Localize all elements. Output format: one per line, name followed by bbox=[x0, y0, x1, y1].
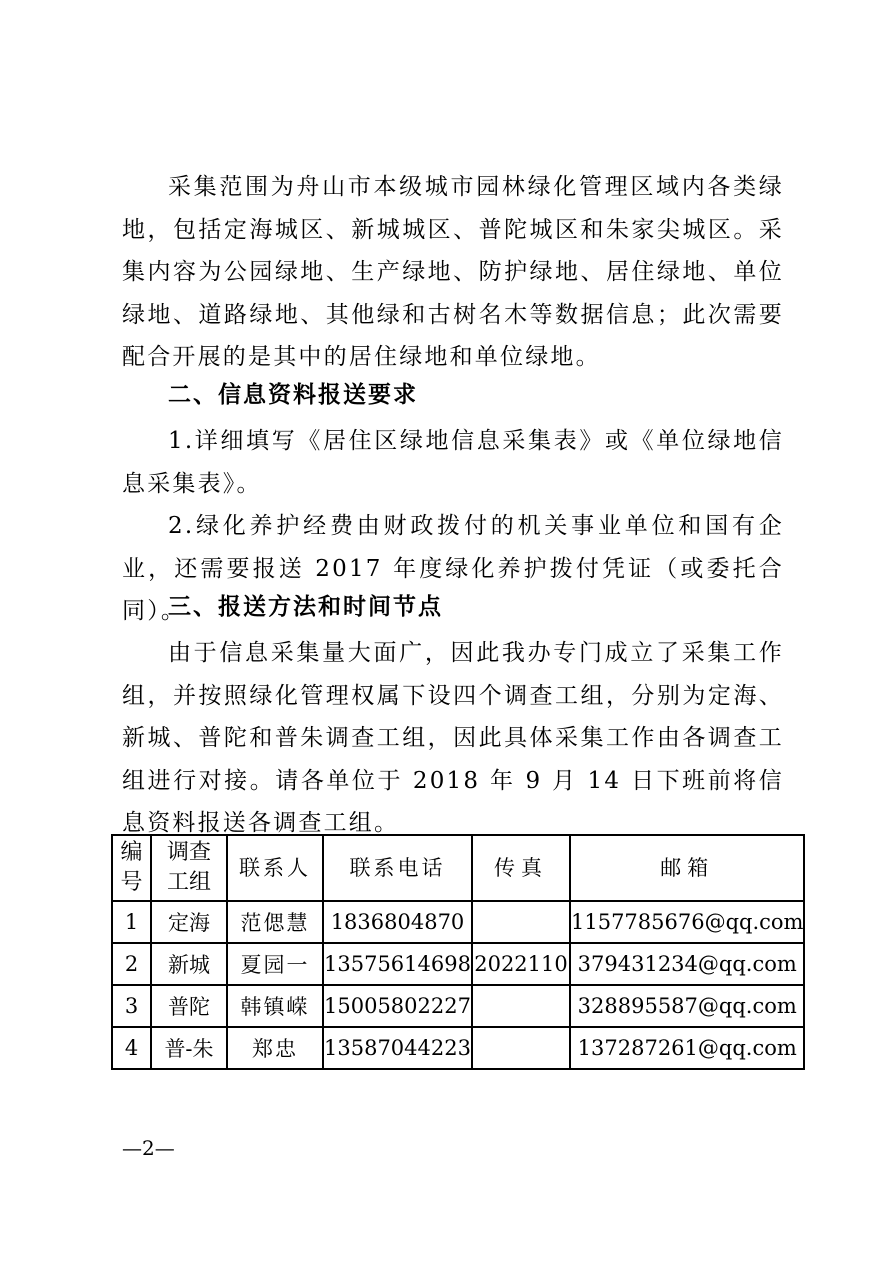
cell-group: 普-朱 bbox=[151, 1027, 227, 1069]
cell-contact: 郑忠 bbox=[227, 1027, 323, 1069]
table-row bbox=[112, 1027, 804, 1069]
header-email: 邮箱 bbox=[570, 835, 805, 901]
cell-phone: 13587044223 bbox=[323, 1027, 472, 1069]
cell-phone: 1836804870 bbox=[323, 901, 472, 943]
contact-table bbox=[111, 834, 805, 1070]
table-row bbox=[112, 943, 804, 985]
cell-fax bbox=[472, 1027, 570, 1069]
cell-group: 普陀 bbox=[151, 985, 227, 1027]
header-contact: 联系人 bbox=[227, 835, 323, 901]
table-row bbox=[112, 985, 804, 1027]
paragraph-requirement-1: 1.详细填写《居住区绿地信息采集表》或《单位绿地信息采集表》。 bbox=[122, 428, 784, 497]
cell-group: 新城 bbox=[151, 943, 227, 985]
cell-email: 379431234@qq.com bbox=[570, 943, 805, 985]
cell-no: 1 bbox=[112, 901, 151, 943]
cell-phone: 15005802227 bbox=[323, 985, 472, 1027]
cell-no: 2 bbox=[112, 943, 151, 985]
section-heading-3: 三、报送方法和时间节点 bbox=[168, 594, 443, 620]
header-phone: 联系电话 bbox=[323, 835, 472, 901]
paragraph-requirement-2: 2.绿化养护经费由财政拨付的机关事业单位和国有企业，还需要报送 2017 年度绿化养护拨付凭证（或委托合同）。 bbox=[122, 513, 784, 624]
cell-email: 137287261@qq.com bbox=[570, 1027, 805, 1069]
header-group: 调查工组 bbox=[151, 835, 227, 901]
header-no: 编号 bbox=[112, 835, 151, 901]
table-header-row bbox=[112, 835, 804, 901]
cell-group: 定海 bbox=[151, 901, 227, 943]
page-number: —2— bbox=[122, 1136, 175, 1160]
cell-phone: 13575614698 bbox=[323, 943, 472, 985]
paragraph-scope: 采集范围为舟山市本级城市园林绿化管理区域内各类绿地，包括定海城区、新城城区、普陀城区和朱家尖城区。采集内容为公园绿地、生产绿地、防护绿地、居住绿地、单位绿地、道路绿地、其他绿和古树名木等数据信息；此次需要配合开展的是其中的居住绿地和单位绿地。 bbox=[122, 174, 784, 370]
cell-no: 4 bbox=[112, 1027, 151, 1069]
paragraph-method: 由于信息采集量大面广，因此我办专门成立了采集工作组，并按照绿化管理权属下设四个调查工组，分别为定海、新城、普陀和普朱调查工组，因此具体采集工作由各调查工组进行对接。请各单位于 2018 年 9 月 14 日下班前将信息资料报送各调查工组。 bbox=[122, 640, 784, 836]
section-heading-2: 二、信息资料报送要求 bbox=[168, 382, 418, 408]
cell-no: 3 bbox=[112, 985, 151, 1027]
cell-contact: 范偲慧 bbox=[227, 901, 323, 943]
cell-contact: 夏园一 bbox=[227, 943, 323, 985]
cell-contact: 韩镇嵘 bbox=[227, 985, 323, 1027]
cell-email: 328895587@qq.com bbox=[570, 985, 805, 1027]
header-fax: 传真 bbox=[472, 835, 570, 901]
cell-fax bbox=[472, 985, 570, 1027]
table-row bbox=[112, 901, 804, 943]
cell-fax bbox=[472, 901, 570, 943]
cell-fax: 2022110 bbox=[472, 943, 570, 985]
cell-email: 1157785676@qq.com bbox=[570, 901, 805, 943]
